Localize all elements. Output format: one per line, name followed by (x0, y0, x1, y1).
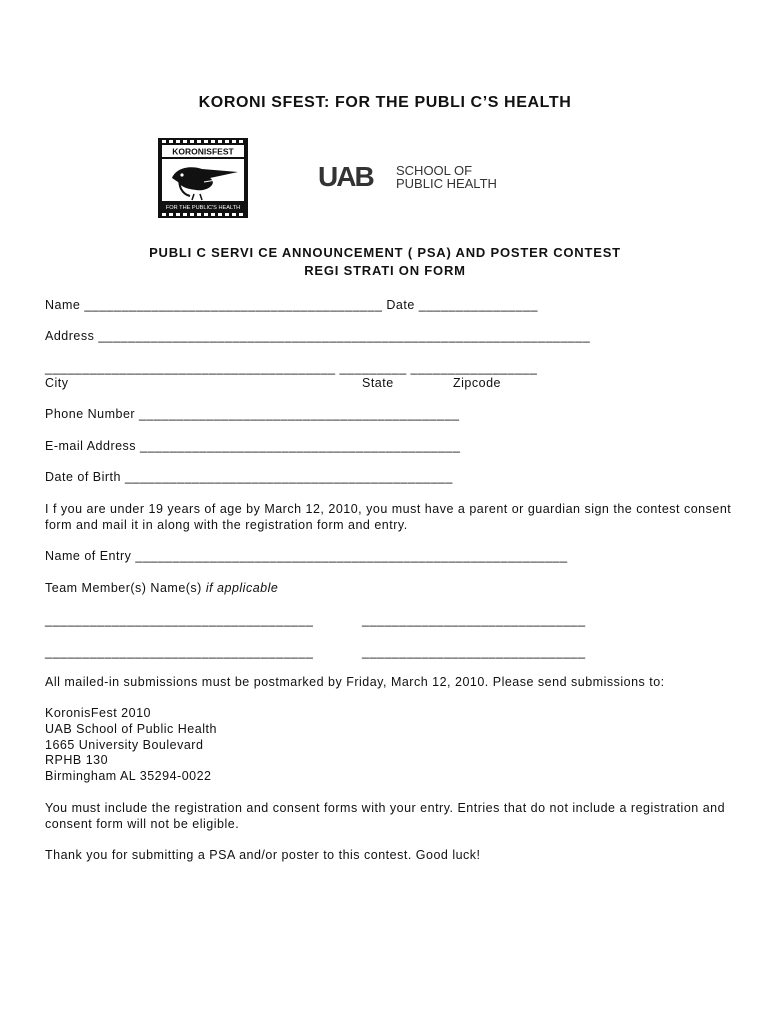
city-state-zip-lines[interactable]: _______________________________________ _________ _________________ (45, 361, 538, 375)
svg-text:FOR THE PUBLIC'S HEALTH: FOR THE PUBLIC'S HEALTH (165, 205, 241, 211)
city-label: City (45, 376, 69, 390)
include-notice: You must include the registration and consent forms with your entry. Entries that do not include a registration and consent form will not be eligible. (45, 801, 726, 831)
mailed-notice: All mailed-in submissions must be postmarked by Friday, March 12, 2010. Please send submissions to: (45, 675, 665, 689)
entry-name-field[interactable]: Name of Entry __________________________________________________________ (45, 549, 568, 563)
mail-address-line: 1665 University Boulevard (45, 738, 204, 752)
page-title: KORONI SFEST: FOR THE PUBLI C’S HEALTH (198, 94, 572, 111)
under-19-notice: I f you are under 19 years of age by March 12, 2010, you must have a parent or guardian sign the contest consent form and mail it in along with the registration form and entry. (45, 502, 732, 532)
form-title-line2: REGI STRATI ON FORM (304, 263, 466, 278)
team-members-label (45, 580, 278, 596)
uab-logo (318, 160, 518, 192)
dob-field[interactable]: Date of Birth ____________________________________________ (45, 470, 453, 484)
phone-field[interactable]: Phone Number ___________________________________________ (45, 407, 460, 421)
form-title-line1: PUBLI C SERVI CE ANNOUNCEMENT ( PSA) AND POSTER CONTEST (149, 245, 621, 260)
svg-text:UAB: UAB (318, 161, 373, 192)
team-line-1-left[interactable]: ____________________________________ (45, 613, 314, 627)
team-label-text: Team Member(s) Name(s) (45, 581, 206, 595)
mail-address-line: UAB School of Public Health (45, 722, 217, 736)
address-field[interactable]: Address __________________________________________________________________ (45, 329, 591, 343)
team-line-2-left[interactable]: ____________________________________ (45, 645, 314, 659)
thanks-notice: Thank you for submitting a PSA and/or poster to this contest. Good luck! (45, 848, 481, 862)
svg-text:SCHOOL OF: SCHOOL OF (396, 163, 473, 178)
svg-text:KORONISFEST: KORONISFEST (172, 146, 234, 157)
team-line-1-right[interactable]: ______________________________ (362, 613, 586, 627)
team-line-2-right[interactable]: ______________________________ (362, 645, 586, 659)
koronisfest-logo (158, 138, 248, 218)
mail-address-line: KoronisFest 2010 (45, 706, 151, 720)
zipcode-label: Zipcode (453, 376, 501, 390)
name-date-field[interactable]: Name ________________________________________ Date ________________ (45, 298, 538, 312)
mail-address-line: Birmingham AL 35294-0022 (45, 769, 212, 783)
state-label: State (362, 376, 394, 390)
team-label-italic: if applicable (205, 581, 279, 595)
email-field[interactable]: E-mail Address ___________________________________________ (45, 439, 461, 453)
mail-address-line: RPHB 130 (45, 753, 109, 767)
svg-text:PUBLIC HEALTH: PUBLIC HEALTH (396, 176, 497, 191)
